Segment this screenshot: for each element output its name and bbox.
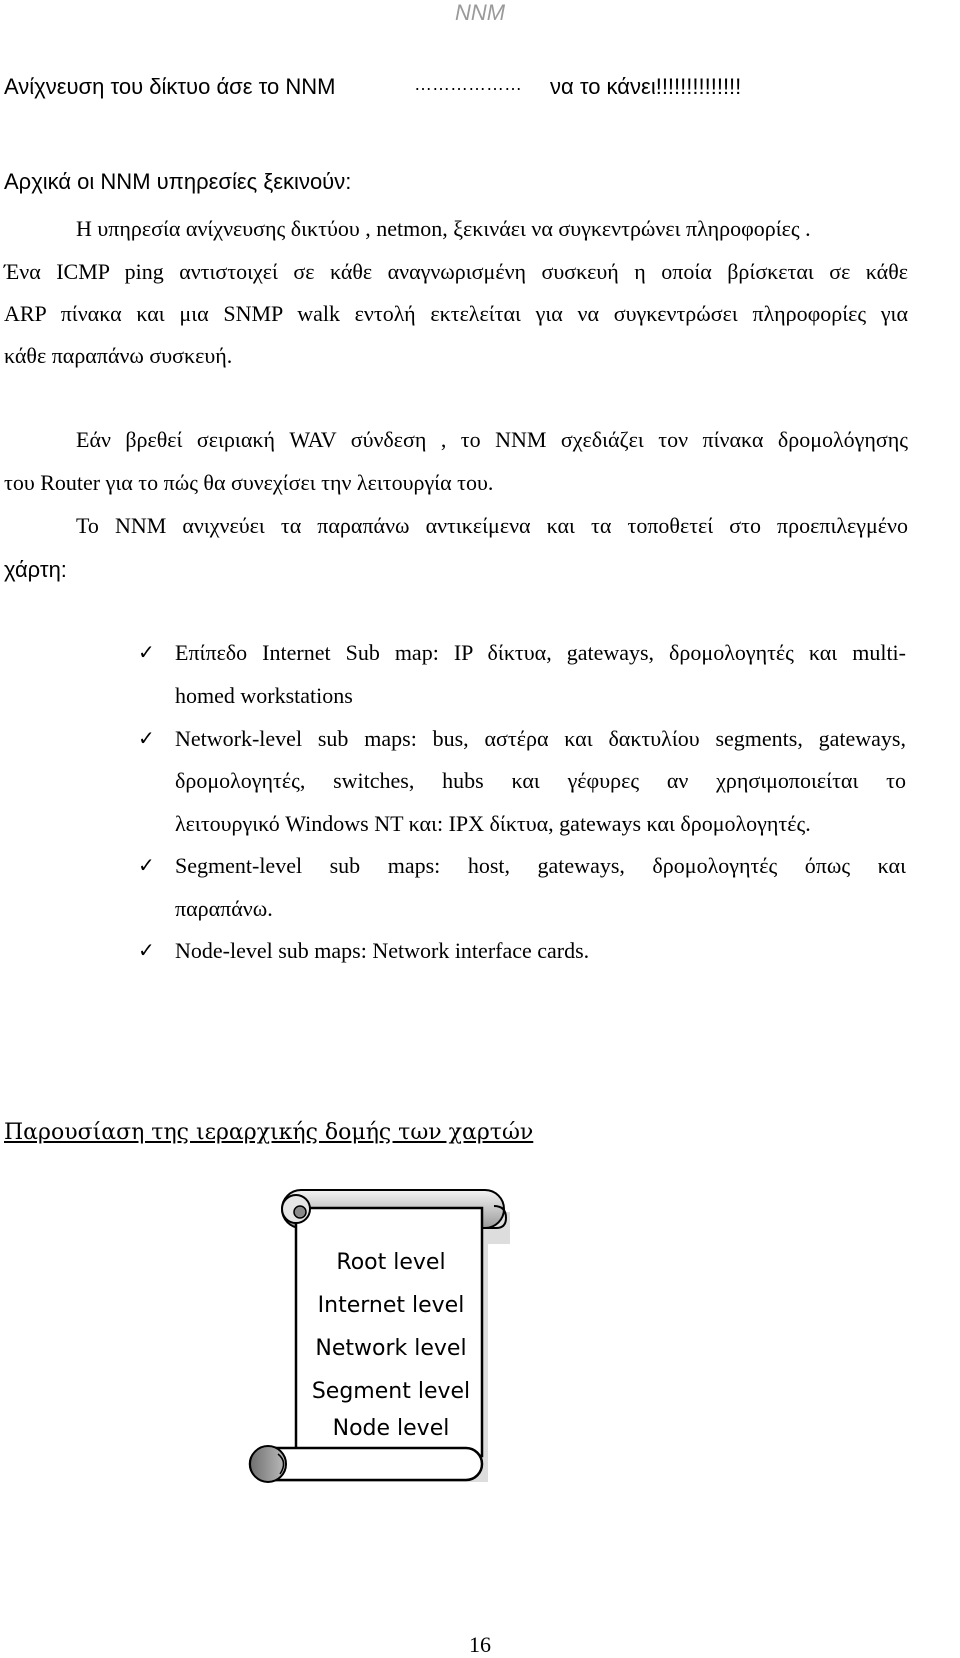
scroll-level-segment: Segment level: [311, 1379, 471, 1404]
para2-line2: του Router για το πώς θα συνεχίσει την λειτουργία του.: [4, 470, 494, 495]
heading-dots: ………………: [414, 74, 522, 94]
bullet-4-line1: Node-level sub maps: Network interface cards.: [175, 938, 590, 963]
scroll-level-network: Network level: [315, 1336, 467, 1361]
bullet-3-line1: Segment-level sub maps: host, gateways, δρομολογητές όπως και: [175, 853, 906, 878]
scroll-level-root: Root level: [336, 1250, 446, 1275]
check-icon: ✓: [138, 853, 155, 877]
bullet-2-line3: λειτουργικό Windows NT και: IPX δίκτυα, gateways και δρομολογητές.: [175, 811, 811, 836]
check-icon: ✓: [138, 640, 155, 664]
page-number: 16: [469, 1632, 491, 1657]
heading-part1: Ανίχνευση του δίκτυο άσε το NNM: [4, 74, 336, 99]
bullet-2-line1: Network-level sub maps: bus, αστέρα και δακτυλίου segments, gateways,: [175, 726, 906, 751]
heading-part2: να το κάνει!!!!!!!!!!!!!!: [550, 74, 742, 99]
para3-line2: χάρτη:: [4, 557, 67, 582]
page-header: NNM: [454, 0, 506, 25]
scroll-level-node: Node level: [332, 1416, 450, 1441]
check-icon: ✓: [138, 726, 155, 750]
subheading: Αρχικά οι NNM υπηρεσίες ξεκινούν:: [4, 169, 352, 194]
para1-line2: Ένα ICMP ping αντιστοιχεί σε κάθε αναγνωρισμένη συσκευή η οποία βρίσκεται σε κάθε: [4, 259, 908, 284]
section-title: Παρουσίαση της ιεραρχικής δομής των χαρτών: [4, 1120, 534, 1145]
bullet-1-line2: homed workstations: [175, 683, 353, 708]
para1-line1: Η υπηρεσία ανίχνευσης δικτύου , netmon, ξεκινάει να συγκεντρώνει πληροφορίες .: [76, 216, 811, 241]
check-icon: ✓: [138, 938, 155, 962]
bullet-3-line2: παραπάνω.: [175, 896, 273, 921]
para3-line1: Το NNM ανιχνεύει τα παραπάνω αντικείμενα και τα τοποθετεί στο προεπιλεγμένο: [76, 513, 908, 538]
scroll-level-internet: Internet level: [317, 1293, 465, 1318]
para1-line3: ARP πίνακα και μια SNMP walk εντολή εκτελείται για να συγκεντρώσει πληροφορίες για: [4, 301, 908, 326]
bullet-1-line1: Επίπεδο Internet Sub map: IP δίκτυα, gateways, δρομολογητές και multi-: [175, 640, 906, 665]
para1-line4: κάθε παραπάνω συσκευή.: [4, 343, 233, 368]
para2-line1: Εάν βρεθεί σειριακή WAV σύνδεση , το NNM σχεδιάζει τον πίνακα δρομολόγησης: [76, 427, 908, 452]
bullet-2-line2: δρομολογητές, switches, hubs και γέφυρες αν χρησιμοποιείται το: [175, 768, 906, 793]
